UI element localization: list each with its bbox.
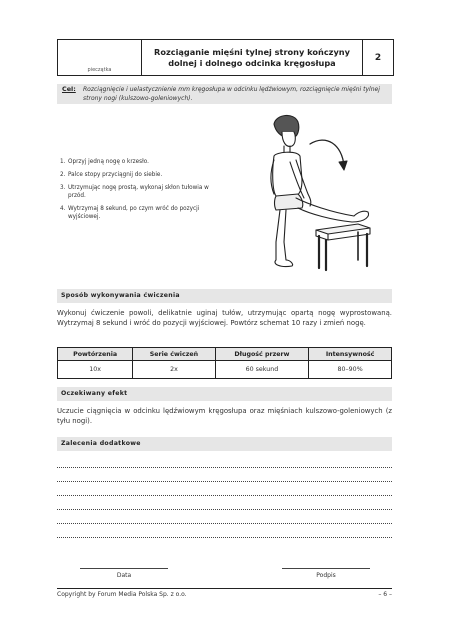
stamp-field bbox=[58, 40, 142, 75]
cell-breaks: 60 sekund bbox=[215, 361, 309, 379]
table-header-row bbox=[58, 348, 392, 361]
date-label: Data bbox=[116, 572, 132, 579]
effect-text: Uczucie ciągnięcia w odcinku lędźwiowym kręgosłupa oraz mięśniach kulszowo-goleniowych (z tyłu nogi). bbox=[57, 407, 392, 425]
header-breaks: Długość przerw bbox=[215, 348, 309, 361]
page-title: Rozciąganie mięśni tylnej strony kończyny dolnej i dolnego odcinka kręgosłupa bbox=[154, 46, 350, 68]
step-number: 1. bbox=[60, 159, 66, 165]
goal-text: Rozciągnięcie i uelastycznienie mm kręgosłupa w odcinku lędźwiowym, rozciągnięcie mięśni tylnej strony nogi (kulszowo-goleniowych). bbox=[83, 86, 380, 102]
effect-heading: Oczekiwany efekt bbox=[57, 387, 392, 401]
note-line[interactable] bbox=[57, 495, 392, 496]
parameters-table bbox=[57, 347, 392, 379]
exercise-illustration bbox=[246, 110, 386, 274]
steps-list bbox=[60, 158, 228, 226]
step-text: Palce stopy przyciągnij do siebie. bbox=[68, 172, 163, 178]
step-text: Oprzyj jedną nogę o krzesło. bbox=[68, 159, 149, 165]
stamp-label: pieczątka bbox=[87, 67, 112, 73]
method-text: Wykonuj ćwiczenie powoli, delikatnie uginaj tułów, utrzymując opartą nogę wyprostowaną. Wytrzymaj 8 sekund i wróć do pozycji wyjściowej. Powtórz schemat 10 razy i zmień nogę. bbox=[57, 309, 392, 327]
step-text: Utrzymując nogę prostą, wykonaj skłon tułowia w przód. bbox=[68, 185, 209, 199]
page-number: – 6 – bbox=[378, 591, 392, 598]
note-line[interactable] bbox=[57, 537, 392, 538]
method-heading: Sposób wykonywania ćwiczenia bbox=[57, 289, 392, 303]
step-number: 2. bbox=[60, 172, 66, 178]
cell-repetitions: 10x bbox=[58, 361, 133, 379]
cell-intensity: 80–90% bbox=[309, 361, 392, 379]
header-intensity: Intensywność bbox=[309, 348, 392, 361]
step-text: Wytrzymaj 8 sekund, po czym wróć do pozycji wyjściowej. bbox=[68, 206, 200, 220]
cell-series: 2x bbox=[133, 361, 215, 379]
chair-drawing bbox=[316, 224, 370, 270]
footer-divider bbox=[57, 588, 392, 589]
step-item bbox=[60, 171, 228, 179]
step-item bbox=[60, 205, 228, 221]
signature-label: Podpis bbox=[316, 572, 336, 579]
exercise-number: 2 bbox=[362, 40, 393, 75]
goal-box bbox=[57, 84, 392, 104]
step-item bbox=[60, 184, 228, 200]
header-repetitions: Powtórzenia bbox=[58, 348, 133, 361]
note-line[interactable] bbox=[57, 523, 392, 524]
date-line[interactable] bbox=[80, 568, 168, 569]
header-series: Serie ćwiczeń bbox=[133, 348, 215, 361]
header-box bbox=[57, 39, 394, 76]
step-number: 3. bbox=[60, 185, 66, 191]
step-item bbox=[60, 158, 228, 166]
note-line[interactable] bbox=[57, 509, 392, 510]
step-number: 4. bbox=[60, 206, 66, 212]
note-line[interactable] bbox=[57, 481, 392, 482]
motion-arrow bbox=[310, 140, 347, 170]
table-row bbox=[58, 361, 392, 379]
note-line[interactable] bbox=[57, 467, 392, 468]
goal-label: Cel: bbox=[62, 85, 76, 93]
copyright-text: Copyright by Forum Media Polska Sp. z o.o. bbox=[57, 591, 187, 598]
recommendations-heading: Zalecenia dodatkowe bbox=[57, 437, 392, 451]
signature-line[interactable] bbox=[282, 568, 370, 569]
